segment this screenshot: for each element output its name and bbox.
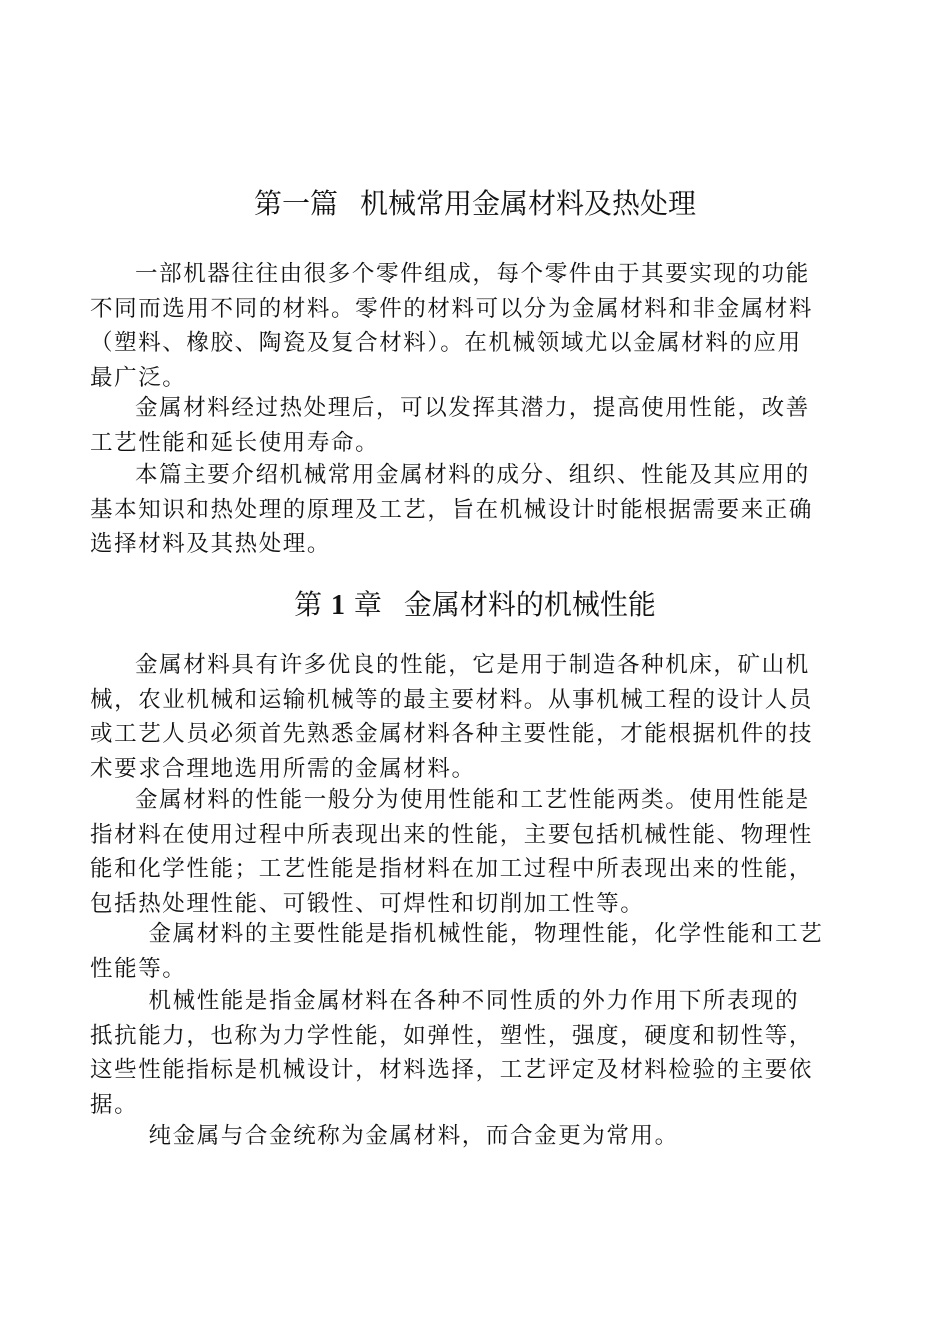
text-line: 或工艺人员必须首先熟悉金属材料各种主要性能，才能根据机件的技	[90, 721, 814, 747]
chapter-paragraph-4	[90, 984, 862, 1122]
text-line: 选择材料及其热处理。	[90, 531, 332, 557]
text-line: 据。	[90, 1091, 139, 1118]
text-line: 能和化学性能；工艺性能是指材料在加工过程中所表现出来的性能，	[90, 856, 814, 882]
chapter-paragraph-2	[90, 783, 862, 921]
text-line: 金属材料经过热处理后，可以发挥其潜力，提高使用性能，改善	[135, 395, 810, 421]
part-title	[0, 184, 950, 224]
text-line: 性能等。	[90, 955, 187, 982]
text-line: （塑料、橡胶、陶瓷及复合材料）。在机械领域尤以金属材料的应用	[90, 330, 802, 356]
text-line: 机械性能是指金属材料在各种不同性质的外力作用下所表现的	[148, 988, 800, 1014]
intro-paragraph-2	[90, 391, 862, 460]
chapter-title-suffix: 章	[353, 588, 382, 621]
chapter-paragraph-5	[90, 1119, 862, 1154]
intro-paragraph-1	[90, 257, 862, 395]
part-title-text: 机械常用金属材料及热处理	[360, 187, 697, 220]
text-line: 金属材料的性能一般分为使用性能和工艺性能两类。使用性能是	[135, 787, 810, 813]
text-line: 一部机器往往由很多个零件组成，每个零件由于其要实现的功能	[135, 261, 810, 287]
text-line: 金属材料的主要性能是指机械性能，物理性能，化学性能和工艺	[148, 921, 824, 947]
chapter-paragraph-1	[90, 648, 862, 786]
text-line: 工艺性能和延长使用寿命。	[90, 429, 380, 456]
intro-paragraph-3	[90, 458, 862, 562]
text-line: 最广泛。	[90, 364, 187, 391]
text-line: 本篇主要介绍机械常用金属材料的成分、组织、性能及其应用的	[135, 462, 810, 488]
chapter-paragraph-3	[90, 917, 862, 986]
chapter-title	[0, 585, 950, 626]
text-line: 术要求合理地选用所需的金属材料。	[90, 755, 476, 782]
text-line: 械，农业机械和运输机械等的最主要材料。从事机械工程的设计人员	[90, 686, 814, 713]
text-line: 抵抗能力，也称为力学性能，如弹性，塑性，强度，硬度和韧性等，	[90, 1022, 814, 1049]
text-line: 不同而选用不同的材料。零件的材料可以分为金属材料和非金属材料	[90, 295, 814, 322]
chapter-title-text: 金属材料的机械性能	[403, 588, 656, 621]
text-line: 纯金属与合金统称为金属材料，而合金更为常用。	[148, 1123, 679, 1149]
part-title-label: 第一篇	[253, 187, 338, 220]
text-line: 指材料在使用过程中所表现出来的性能，主要包括机械性能、物理性	[90, 821, 814, 848]
text-line: 包括热处理性能、可锻性、可焊性和切削加工性等。	[90, 890, 645, 917]
text-line: 基本知识和热处理的原理及工艺，旨在机械设计时能根据需要来正确	[90, 496, 814, 523]
chapter-number: 1	[330, 590, 345, 621]
chapter-title-prefix: 第	[294, 588, 323, 621]
text-line: 金属材料具有许多优良的性能，它是用于制造各种机床，矿山机	[135, 652, 810, 678]
text-line: 这些性能指标是机械设计，材料选择，工艺评定及材料检验的主要依	[90, 1057, 814, 1083]
